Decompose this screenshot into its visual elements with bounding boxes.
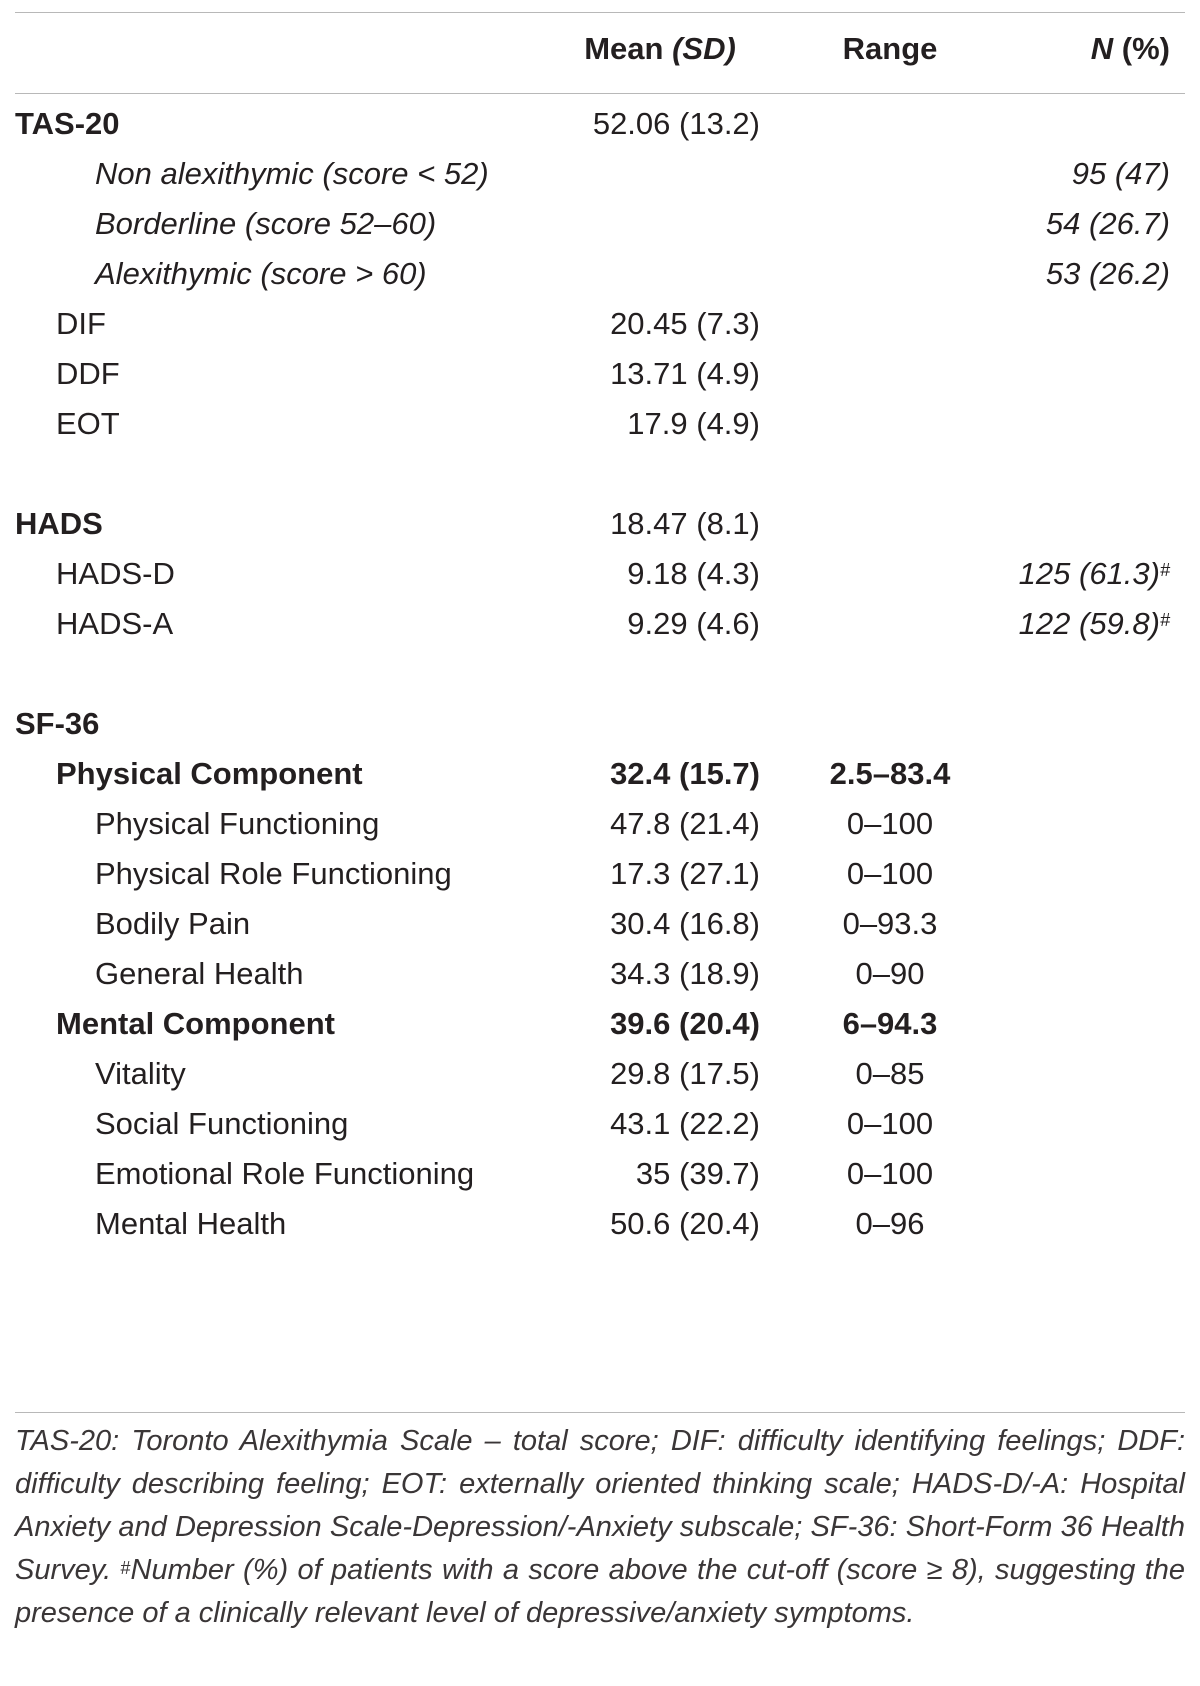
tas20-dif-mean: 20.45 (7.3) [610, 306, 760, 341]
hads-a-mean: 9.29 (4.6) [627, 606, 760, 641]
sf36-physical-label: Physical Component [56, 756, 363, 791]
tas20-non-alex-n: 95 (47) [1071, 156, 1170, 191]
tas20-eot-label: EOT [56, 406, 120, 441]
tas20-mean: 52.06 (13.2) [592, 106, 760, 141]
hads-a-label: HADS-A [56, 606, 174, 641]
table-footnote [15, 1420, 1185, 1635]
table-row-label: General Health [95, 956, 304, 991]
table-row-label: Emotional Role Functioning [95, 1156, 475, 1191]
table-row-label: Bodily Pain [95, 906, 251, 941]
table-row-label: Mental Health [95, 1206, 287, 1241]
hads-d-n-value: 125 (61.3) [1018, 556, 1160, 591]
sf36-mental-range: 6–94.3 [842, 1006, 938, 1041]
footnote-mark: # [120, 1558, 131, 1578]
table-row-mean: 50.6 (20.4) [610, 1206, 760, 1241]
tas20-alex-n: 53 (26.2) [1045, 256, 1170, 291]
tas20-alex-label: Alexithymic (score > 60) [95, 256, 427, 291]
table-row-range: 0–100 [846, 1106, 934, 1141]
tas20-ddf-mean: 13.71 (4.9) [610, 356, 760, 391]
header-mean-sd: (SD) [672, 31, 736, 66]
footnote-text: TAS-20: Toronto Alexithymia Scale – total score; DIF: difficulty identifying feelings; DDF: difficulty describing feeling; EOT: externally oriented thinking scale; HADS-D/-A: Hospital Anxiety and Depression Scale-Depression/-Anxiety subscale; SF-36: Short-Form 36 Health Survey. [15, 1425, 1185, 1586]
table-row-range: 0–96 [855, 1206, 925, 1241]
sf36-physical-range: 2.5–83.4 [829, 756, 951, 791]
hads-label: HADS [15, 506, 103, 541]
table-row-mean: 47.8 (21.4) [610, 806, 760, 841]
table-row-mean: 29.8 (17.5) [610, 1056, 760, 1091]
table-row-range: 0–100 [846, 1156, 934, 1191]
table-row-mean: 17.3 (27.1) [610, 856, 760, 891]
table-row-label: Physical Functioning [95, 806, 380, 841]
header-n-label: N [1090, 31, 1114, 66]
sf36-mental-label: Mental Component [56, 1006, 335, 1041]
tas20-ddf-label: DDF [56, 356, 120, 391]
header-mean-label: Mean [584, 31, 673, 66]
tas20-non-alex-label: Non alexithymic (score < 52) [95, 156, 489, 191]
hads-d-mean: 9.18 (4.3) [627, 556, 760, 591]
table-row-mean: 30.4 (16.8) [610, 906, 760, 941]
tas20-label: TAS-20 [15, 106, 120, 141]
hads-a-n-value: 122 (59.8) [1018, 606, 1160, 641]
header-n-pct: (%) [1113, 31, 1170, 66]
tas20-eot-mean: 17.9 (4.9) [627, 406, 760, 441]
tas20-borderline-label: Borderline (score 52–60) [95, 206, 437, 241]
hads-d-footnote-mark: # [1159, 560, 1170, 580]
header-range: Range [842, 31, 938, 66]
hads-d-label: HADS-D [56, 556, 175, 591]
sf36-label: SF-36 [15, 706, 100, 741]
hads-a-footnote-mark: # [1159, 610, 1170, 630]
table-row-mean: 43.1 (22.2) [610, 1106, 760, 1141]
table-header-rule [15, 93, 1185, 94]
table-row-label: Social Functioning [95, 1106, 349, 1141]
header-n [1010, 22, 1170, 76]
table-row-range: 0–90 [855, 956, 925, 991]
sf36-mental-mean: 39.6 (20.4) [610, 1006, 760, 1041]
hads-a-n [980, 597, 1170, 651]
hads-d-n [980, 547, 1170, 601]
sf36-physical-mean: 32.4 (15.7) [610, 756, 760, 791]
tas20-dif-label: DIF [56, 306, 106, 341]
table-row-label: Vitality [95, 1056, 186, 1091]
header-mean [560, 22, 760, 76]
table-row-range: 0–100 [846, 806, 934, 841]
hads-mean: 18.47 (8.1) [610, 506, 760, 541]
table-row-range: 0–93.3 [842, 906, 938, 941]
table-bottom-rule [15, 1412, 1185, 1413]
table-row-range: 0–85 [855, 1056, 925, 1091]
table-row-mean: 34.3 (18.9) [610, 956, 760, 991]
table-row-range: 0–100 [846, 856, 934, 891]
footnote-text-continued: Number (%) of patients with a score above the cut-off (score ≥ 8), suggesting the presence of a clinically relevant level of depressive/anxiety symptoms. [15, 1554, 1186, 1629]
table-row-mean: 35 (39.7) [635, 1156, 760, 1191]
tas20-borderline-n: 54 (26.7) [1045, 206, 1170, 241]
table-row-label: Physical Role Functioning [95, 856, 452, 891]
